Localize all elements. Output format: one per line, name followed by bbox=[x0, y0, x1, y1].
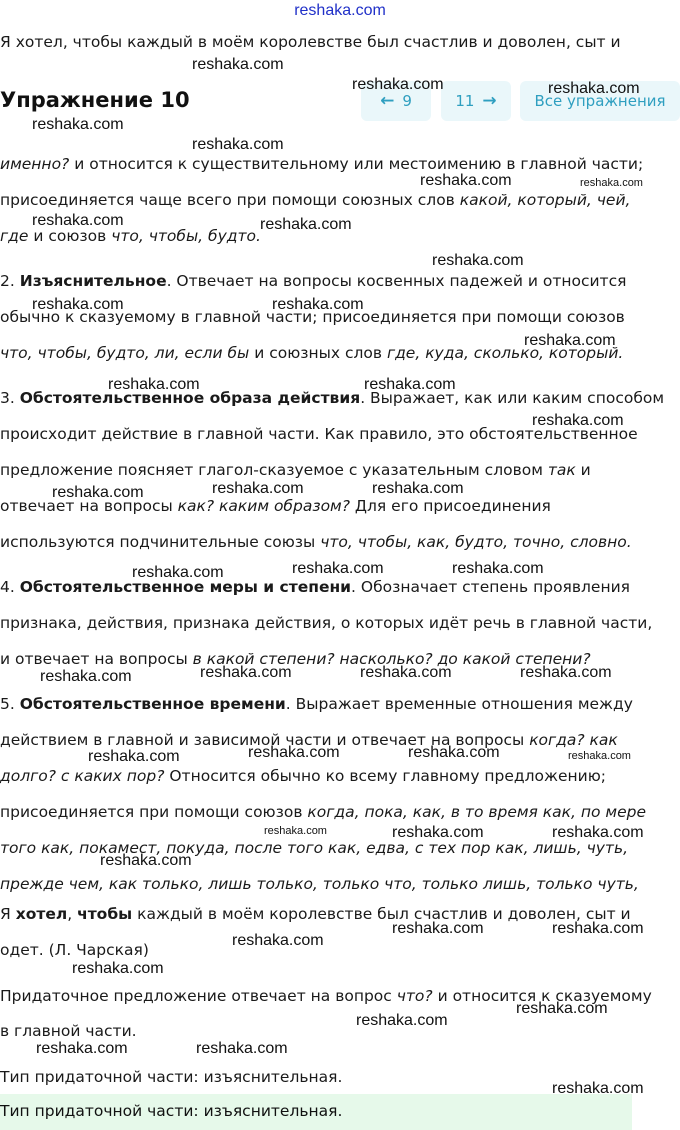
watermark: reshaka.com bbox=[32, 296, 124, 313]
theory-line: присоединяется при помощи союзов когда, пока, как, в то время как, по мере bbox=[0, 803, 647, 821]
theory-line: действием в главной и зависимой части и отвечает на вопросы когда? как bbox=[0, 731, 618, 749]
theory-line: где и союзов что, чтобы, будто. bbox=[0, 227, 261, 245]
watermark: reshaka.com bbox=[552, 824, 644, 841]
watermark: reshaka.com bbox=[432, 252, 524, 269]
watermark: reshaka.com bbox=[88, 748, 180, 765]
watermark: reshaka.com bbox=[392, 920, 484, 937]
theory-line: 4. Обстоятельственное меры и степени. Обозначает степень проявления bbox=[0, 578, 630, 596]
site-link[interactable]: reshaka.com bbox=[294, 2, 386, 19]
theory-line: того как, покамест, покуда, после того как, едва, с тех пор как, лишь, чуть, bbox=[0, 839, 629, 857]
theory-line: прежде чем, как только, лишь только, только что, только лишь, только чуть, bbox=[0, 875, 639, 893]
watermark: reshaka.com bbox=[36, 1040, 128, 1057]
theory-line: отвечает на вопросы как? каким образом? Для его присоединения bbox=[0, 497, 551, 515]
watermark: reshaka.com bbox=[196, 1040, 288, 1057]
watermark: reshaka.com bbox=[568, 750, 631, 762]
watermark: reshaka.com bbox=[372, 480, 464, 497]
watermark: reshaka.com bbox=[72, 960, 164, 977]
watermark: reshaka.com bbox=[292, 560, 384, 577]
watermark: reshaka.com bbox=[392, 824, 484, 841]
all-exercises-label: Все упражнения bbox=[534, 92, 666, 110]
watermark: reshaka.com bbox=[552, 1080, 644, 1097]
solution-line: одет. (Л. Чарская) bbox=[0, 941, 149, 959]
watermark: reshaka.com bbox=[248, 744, 340, 761]
theory-line: 5. Обстоятельственное времени. Выражает временные отношения между bbox=[0, 695, 633, 713]
watermark: reshaka.com bbox=[100, 852, 192, 869]
solution-line: в главной части. bbox=[0, 1022, 137, 1040]
watermark: reshaka.com bbox=[40, 668, 132, 685]
watermark: reshaka.com bbox=[264, 825, 327, 837]
watermark: reshaka.com bbox=[352, 76, 444, 93]
top-text-line: Я хотел, чтобы каждый в моём королевстве был счастлив и доволен, сыт и bbox=[0, 33, 621, 51]
watermark: reshaka.com bbox=[108, 376, 200, 393]
solution-line: Я хотел, чтобы каждый в моём королевстве был счастлив и доволен, сыт и bbox=[0, 905, 631, 923]
theory-line: и отвечает на вопросы в какой степени? насколько? до какой степени? bbox=[0, 650, 591, 668]
exercise-title: Упражнение 10 bbox=[0, 88, 190, 112]
theory-line: долго? с каких пор? Относится обычно ко всему главному предложению; bbox=[0, 767, 607, 785]
watermark: reshaka.com bbox=[32, 116, 124, 133]
next-exercise-label: 11 bbox=[455, 92, 475, 110]
watermark: reshaka.com bbox=[132, 564, 224, 581]
theory-line: используются подчинительные союзы что, чтобы, как, будто, точно, словно. bbox=[0, 533, 632, 551]
watermark: reshaka.com bbox=[520, 664, 612, 681]
watermark: reshaka.com bbox=[260, 216, 352, 233]
arrow-left-icon: ← bbox=[380, 91, 395, 111]
theory-line: предложение поясняет глагол-сказуемое с указательным словом так и bbox=[0, 461, 591, 479]
watermark: reshaka.com bbox=[192, 56, 284, 73]
watermark: reshaka.com bbox=[52, 484, 144, 501]
watermark: reshaka.com bbox=[192, 136, 284, 153]
answer-text: Тип придаточной части: изъяснительная. bbox=[0, 1102, 343, 1120]
watermark: reshaka.com bbox=[212, 480, 304, 497]
watermark: reshaka.com bbox=[364, 376, 456, 393]
watermark: reshaka.com bbox=[360, 664, 452, 681]
watermark: reshaka.com bbox=[272, 296, 364, 313]
theory-line: признака, действия, признака действия, о которых идёт речь в главной части, bbox=[0, 614, 653, 632]
watermark: reshaka.com bbox=[580, 177, 643, 189]
watermark: reshaka.com bbox=[32, 212, 124, 229]
solution-line: Тип придаточной части: изъяснительная. bbox=[0, 1068, 343, 1086]
watermark: reshaka.com bbox=[516, 1000, 608, 1017]
watermark: reshaka.com bbox=[532, 412, 624, 429]
next-exercise-button[interactable] bbox=[441, 81, 511, 121]
watermark: reshaka.com bbox=[356, 1012, 448, 1029]
theory-line: именно? и относится к существительному или местоимению в главной части; bbox=[0, 155, 644, 173]
watermark: reshaka.com bbox=[524, 332, 616, 349]
theory-line: 2. Изъяснительное. Отвечает на вопросы косвенных падежей и относится bbox=[0, 272, 627, 290]
theory-line: происходит действие в главной части. Как правило, это обстоятельственное bbox=[0, 425, 638, 443]
arrow-right-icon: → bbox=[482, 91, 497, 111]
watermark: reshaka.com bbox=[552, 920, 644, 937]
watermark: reshaka.com bbox=[232, 932, 324, 949]
watermark: reshaka.com bbox=[200, 664, 292, 681]
theory-line: 3. Обстоятельственное образа действия. Выражает, как или каким способом bbox=[0, 389, 665, 407]
watermark: reshaka.com bbox=[408, 744, 500, 761]
watermark: reshaka.com bbox=[452, 560, 544, 577]
answer-box bbox=[0, 1094, 632, 1130]
watermark: reshaka.com bbox=[548, 80, 640, 97]
theory-line: присоединяется чаще всего при помощи союзных слов какой, который, чей, bbox=[0, 191, 631, 209]
theory-line: что, чтобы, будто, ли, если бы и союзных слов где, куда, сколько, который. bbox=[0, 344, 624, 362]
prev-exercise-label: 9 bbox=[402, 92, 412, 110]
watermark: reshaka.com bbox=[420, 172, 512, 189]
theory-line: обычно к сказуемому в главной части; присоединяется при помощи союзов bbox=[0, 308, 625, 326]
solution-line: Придаточное предложение отвечает на вопрос что? и относится к сказуемому bbox=[0, 987, 652, 1005]
